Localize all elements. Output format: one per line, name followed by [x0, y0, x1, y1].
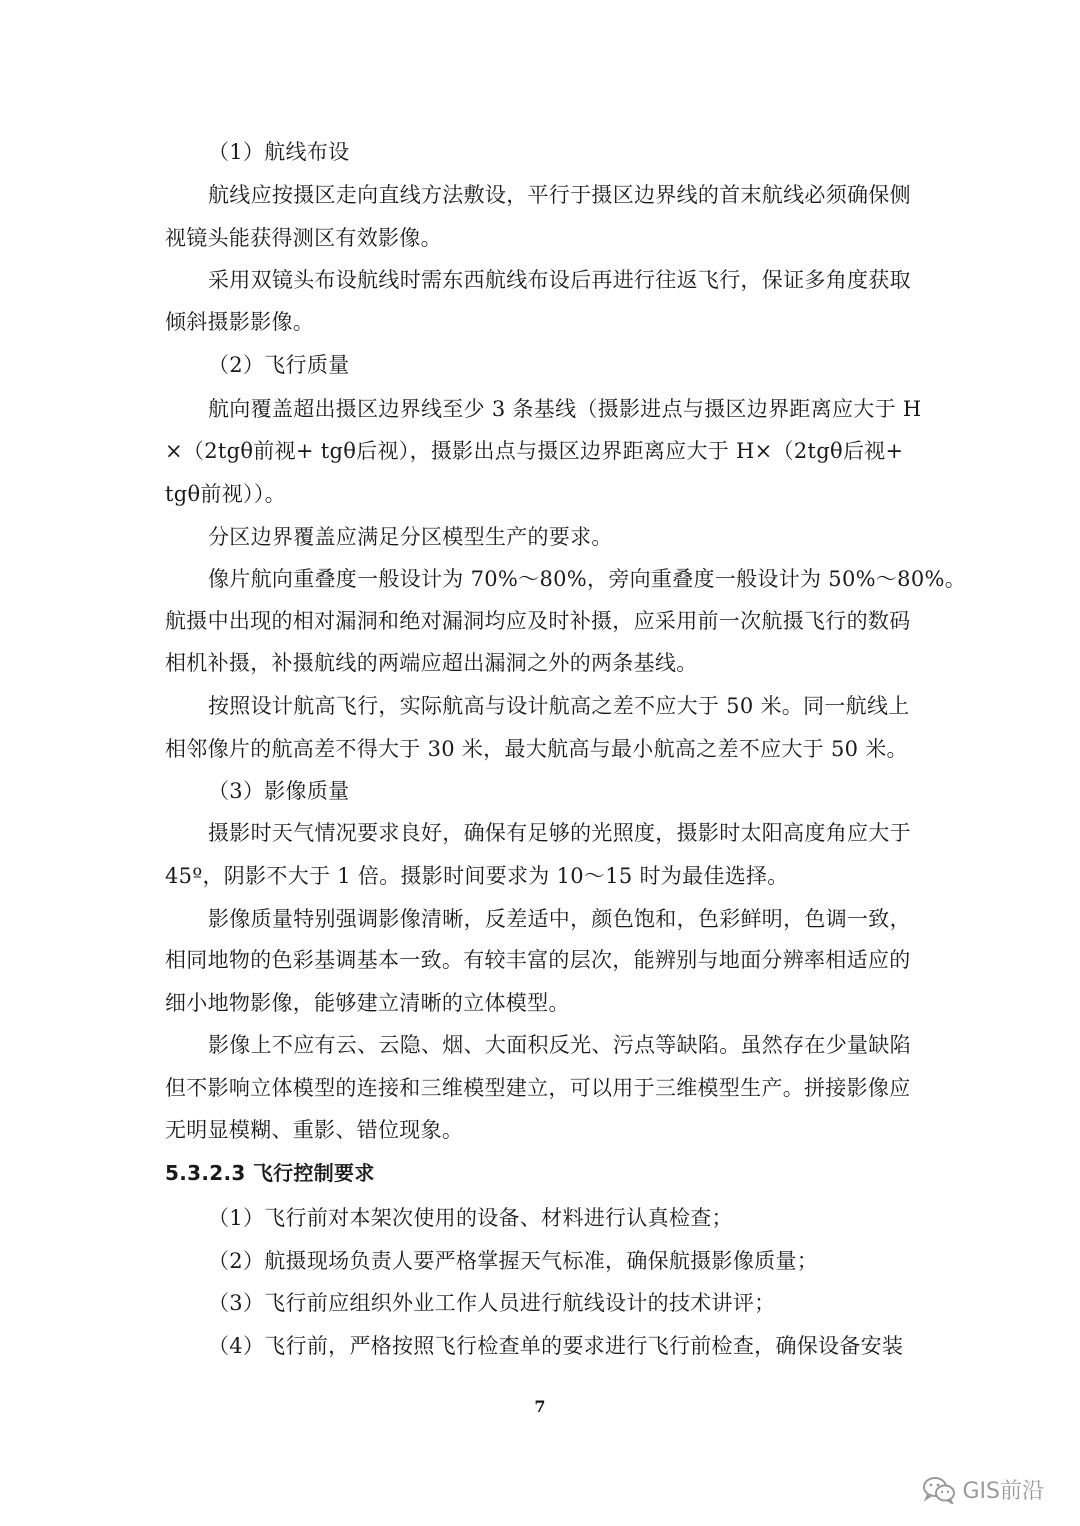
paragraph-line: 摄影时天气情况要求良好，确保有足够的光照度，摄影时太阳高度角应大于 — [208, 821, 911, 845]
paragraph-line: 无明显模糊、重影、错位现象。 — [165, 1118, 464, 1142]
list-item: （3）飞行前应组织外业工作人员进行航线设计的技术讲评； — [208, 1291, 776, 1315]
paragraph-line: 航向覆盖超出摄区边界线至少 3 条基线（摄影进点与摄区边界距离应大于 H — [208, 397, 922, 421]
paragraph-line: 按照设计航高飞行，实际航高与设计航高之差不应大于 50 米。同一航线上 — [208, 694, 910, 718]
section-heading-route-layout: （1）航线布设 — [208, 140, 350, 164]
paragraph-line: 相同地物的色彩基调基本一致。有较丰富的层次，能辨别与地面分辨率相适应的 — [165, 948, 911, 972]
paragraph-line: 但不影响立体模型的连接和三维模型建立，可以用于三维模型生产。拼接影像应 — [165, 1076, 911, 1100]
paragraph-line: 视镜头能获得测区有效影像。 — [165, 226, 442, 250]
list-item: （1）飞行前对本架次使用的设备、材料进行认真检查； — [208, 1206, 733, 1230]
paragraph-line: 采用双镜头布设航线时需东西航线布设后再进行往返飞行，保证多角度获取 — [208, 268, 911, 292]
paragraph-line: 像片航向重叠度一般设计为 70%～80%，旁向重叠度一般设计为 50%～80%。 — [208, 567, 967, 591]
section-heading-flight-control: 5.3.2.3 飞行控制要求 — [165, 1161, 375, 1185]
paragraph-line: 影像上不应有云、云隐、烟、大面积反光、污点等缺陷。虽然存在少量缺陷 — [208, 1033, 911, 1057]
paragraph-line: 分区边界覆盖应满足分区模型生产的要求。 — [208, 525, 613, 549]
paragraph-line: 航线应按摄区走向直线方法敷设，平行于摄区边界线的首末航线必须确保侧 — [208, 183, 911, 207]
paragraph-line: tgθ前视））。 — [165, 482, 286, 506]
wechat-icon — [922, 1476, 956, 1504]
section-heading-flight-quality: （2）飞行质量 — [208, 353, 350, 377]
paragraph-line: ×（2tgθ前视+ tgθ后视），摄影出点与摄区边界距离应大于 H×（2tgθ后视+ — [165, 439, 904, 463]
paragraph-line: 航摄中出现的相对漏洞和绝对漏洞均应及时补摄，应采用前一次航摄飞行的数码 — [165, 609, 911, 633]
paragraph-line: 相机补摄，补摄航线的两端应超出漏洞之外的两条基线。 — [165, 651, 698, 675]
paragraph-line: 影像质量特别强调影像清晰，反差适中，颜色饱和，色彩鲜明，色调一致， — [208, 907, 911, 931]
section-heading-image-quality: （3）影像质量 — [208, 779, 350, 803]
watermark — [922, 1474, 1044, 1505]
paragraph-line: 倾斜摄影影像。 — [165, 310, 315, 334]
list-item: （4）飞行前，严格按照飞行检查单的要求进行飞行前检查，确保设备安装 — [208, 1334, 904, 1358]
watermark-text: GIS前沿 — [962, 1479, 1044, 1504]
paragraph-line: 45º，阴影不大于 1 倍。摄影时间要求为 10～15 时为最佳选择。 — [165, 864, 789, 888]
paragraph-line: 相邻像片的航高差不得大于 30 米，最大航高与最小航高之差不应大于 50 米。 — [165, 737, 908, 761]
list-item: （2）航摄现场负责人要严格掌握天气标准，确保航摄影像质量； — [208, 1249, 819, 1273]
paragraph-line: 细小地物影像，能够建立清晰的立体模型。 — [165, 991, 570, 1015]
page-number: 7 — [534, 1397, 546, 1416]
